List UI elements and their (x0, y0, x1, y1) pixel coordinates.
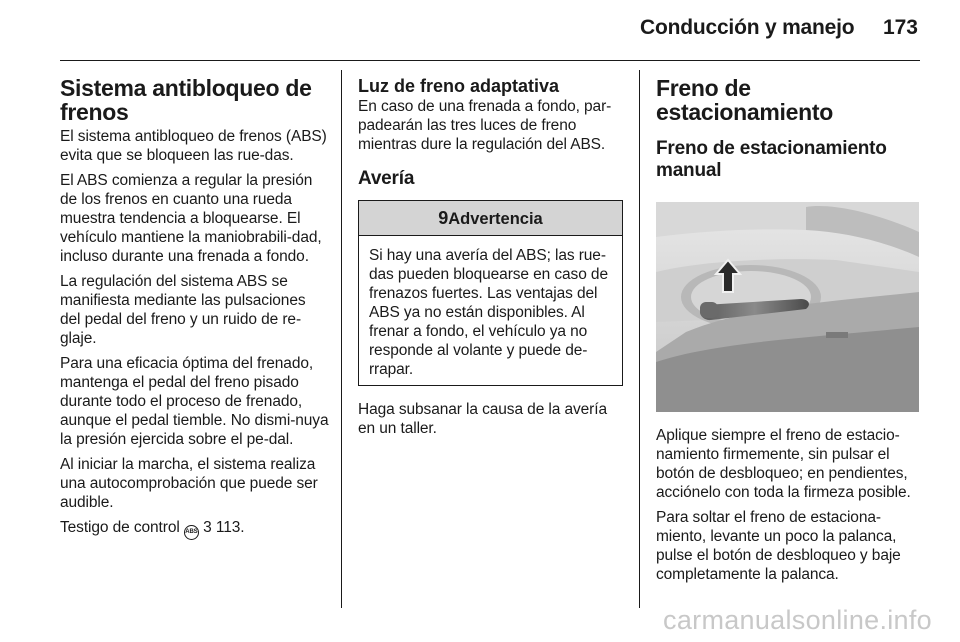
column-brake-light (358, 76, 623, 438)
page-reference: 3 113. (203, 519, 245, 536)
paragraph: El ABS comienza a regular la presión de los frenos en cuanto una rueda muestra tendencia a bloquearse. El vehículo mantiene la maniobrabili-dad, incluso durante una frenada a fondo. (60, 172, 322, 265)
paragraph: Aplique siempre el freno de estacio-namiento firmemente, sin pulsar el botón de desbloqueo; en pendientes, acciónelo con toda la firmeza posible. (656, 427, 911, 501)
warning-box (358, 200, 623, 386)
warning-text: Si hay una avería del ABS; las rue-das pueden bloquearse en caso de frenazos fuertes. Las ventajas del ABS ya no están disponibles. Al frenar a fondo, el vehículo ya no responde al volante y puede de-rrapar. (369, 247, 608, 378)
page-number: 173 (882, 16, 918, 39)
abs-warning-light-icon: ABS (184, 525, 199, 540)
paragraph: Al iniciar la marcha, el sistema realiza una autocomprobación que puede ser audible. (60, 456, 318, 511)
paragraph: Haga subsanar la causa de la avería en un taller. (358, 401, 607, 437)
column-abs (60, 76, 330, 540)
watermark: carmanualsonline.info (663, 605, 932, 635)
paragraph: En caso de una frenada a fondo, par-padearán las tres luces de freno mientras dure la regulación del ABS. (358, 98, 612, 153)
parking-brake-lever-photo (656, 202, 919, 412)
control-light-text: Testigo de control (60, 519, 180, 536)
paragraph: Para soltar el freno de estaciona-miento, levante un poco la palanca, pulse el botón de desbloqueo y baje completamente la palanca. (656, 509, 901, 583)
column-divider-1 (341, 70, 342, 608)
section-heading-parking-brake: Freno de estacionamiento (656, 75, 833, 125)
section-heading-adaptive-brake-light: Luz de freno adaptativa (358, 76, 560, 96)
section-heading-abs: Sistema antibloqueo de frenos (60, 75, 312, 125)
header-rule (60, 60, 920, 61)
warning-triangle-icon: 9 (438, 208, 449, 228)
warning-header (359, 201, 622, 236)
paragraph: Para una eficacia óptima del frenado, mantenga el pedal del freno pisado durante todo el proceso de frenado, aunque el pedal tiemble. No dismi-nuya la presión ejercida sobre el pe-dal. (60, 355, 329, 448)
subheading-manual-parking-brake: Freno de estacionamiento manual (656, 138, 887, 181)
column-divider-2 (639, 70, 640, 608)
control-light-reference (60, 518, 330, 540)
subheading-fault: Avería (358, 168, 415, 189)
running-header-title: Conducción y manejo (640, 16, 855, 39)
warning-title: Advertencia (448, 210, 543, 228)
column-parking-brake (656, 76, 921, 584)
paragraph: El sistema antibloqueo de frenos (ABS) evita que se bloqueen las rue-das. (60, 128, 327, 164)
paragraph: La regulación del sistema ABS se manifiesta mediante las pulsaciones del pedal del freno y un ruido de re-glaje. (60, 273, 306, 347)
